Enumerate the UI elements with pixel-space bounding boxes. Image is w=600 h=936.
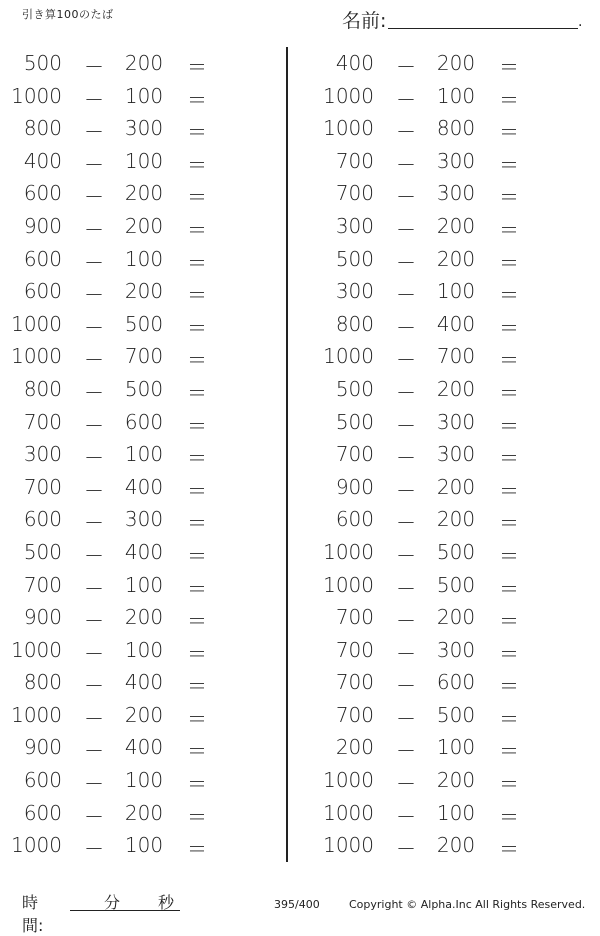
equals-sign: ＝ <box>187 478 207 503</box>
subtrahend: 200 <box>436 768 476 793</box>
subtrahend: 200 <box>436 833 476 858</box>
subtrahend: 200 <box>436 51 476 75</box>
minus-sign: － <box>84 380 104 405</box>
name-suffix: . <box>578 14 583 30</box>
minus-sign: － <box>84 348 104 373</box>
minuend: 600 <box>23 279 62 304</box>
minuend: 1000 <box>11 311 62 336</box>
minus-sign: － <box>396 348 416 373</box>
time-label: 時間: <box>22 893 44 935</box>
minuend: 1000 <box>11 702 62 727</box>
subtrahend: 100 <box>124 83 164 108</box>
name-label: 名前: <box>342 10 387 32</box>
equals-sign: ＝ <box>187 837 207 862</box>
equals-sign: ＝ <box>187 413 207 438</box>
subtrahend: 300 <box>436 637 476 662</box>
minuend: 700 <box>23 409 62 434</box>
minuend: 300 <box>23 442 62 467</box>
equals-sign: ＝ <box>499 511 519 536</box>
minuend: 800 <box>23 116 62 141</box>
minus-sign: － <box>84 772 104 797</box>
subtrahend: 200 <box>124 181 164 206</box>
equals-sign: ＝ <box>187 511 207 536</box>
minus-sign: － <box>396 511 416 536</box>
minuend: 1000 <box>323 116 374 141</box>
minuend: 900 <box>23 213 62 238</box>
equals-sign: ＝ <box>187 772 207 797</box>
column-divider <box>286 47 288 862</box>
subtrahend: 600 <box>436 670 476 695</box>
copyright-notice: Copyright © Alpha.Inc All Rights Reserved. <box>349 898 586 911</box>
minuend: 900 <box>23 605 62 630</box>
subtrahend: 800 <box>436 116 476 141</box>
minuend: 900 <box>335 474 374 499</box>
equals-sign: ＝ <box>187 674 207 699</box>
minus-sign: － <box>84 413 104 438</box>
seconds-label: 秒 <box>158 893 175 912</box>
subtrahend: 200 <box>124 605 164 630</box>
minus-sign: － <box>84 804 104 829</box>
minus-sign: － <box>396 446 416 471</box>
equals-sign: ＝ <box>499 152 519 177</box>
subtrahend: 400 <box>124 670 164 695</box>
subtrahend: 100 <box>436 83 476 108</box>
subtrahend: 400 <box>124 735 164 760</box>
minuend: 700 <box>335 181 374 206</box>
equals-sign: ＝ <box>499 837 519 862</box>
minuend: 1000 <box>323 344 374 369</box>
minuend: 1000 <box>323 572 374 597</box>
equals-sign: ＝ <box>499 315 519 340</box>
subtrahend: 200 <box>124 279 164 304</box>
equals-sign: ＝ <box>187 641 207 666</box>
subtrahend: 200 <box>124 213 164 238</box>
minuend: 1000 <box>323 83 374 108</box>
equals-sign: ＝ <box>187 217 207 242</box>
equals-sign: ＝ <box>187 120 207 145</box>
equals-sign: ＝ <box>499 217 519 242</box>
minus-sign: － <box>84 217 104 242</box>
subtrahend: 100 <box>124 637 164 662</box>
equals-sign: ＝ <box>187 185 207 210</box>
subtrahend: 500 <box>436 539 476 564</box>
minuend: 1000 <box>323 768 374 793</box>
subtrahend: 300 <box>124 116 164 141</box>
minuend: 200 <box>335 735 374 760</box>
minus-sign: － <box>396 837 416 862</box>
minuend: 800 <box>23 670 62 695</box>
minuend: 500 <box>335 376 374 401</box>
subtrahend: 100 <box>124 246 164 271</box>
minuend: 500 <box>335 409 374 434</box>
equals-sign: ＝ <box>499 804 519 829</box>
equals-sign: ＝ <box>499 772 519 797</box>
subtrahend: 100 <box>124 768 164 793</box>
equals-sign: ＝ <box>187 804 207 829</box>
minus-sign: － <box>84 55 104 79</box>
minus-sign: － <box>396 739 416 764</box>
equals-sign: ＝ <box>187 380 207 405</box>
subtrahend: 200 <box>124 51 164 75</box>
minus-sign: － <box>396 772 416 797</box>
minuend: 600 <box>23 507 62 532</box>
minuend: 900 <box>23 735 62 760</box>
page-number: 395/400 <box>274 898 320 911</box>
minus-sign: － <box>396 413 416 438</box>
minus-sign: － <box>84 283 104 308</box>
equals-sign: ＝ <box>187 315 207 340</box>
minus-sign: － <box>84 478 104 503</box>
subtrahend: 200 <box>436 213 476 238</box>
equals-sign: ＝ <box>499 283 519 308</box>
equals-sign: ＝ <box>187 152 207 177</box>
minuend: 1000 <box>11 344 62 369</box>
equals-sign: ＝ <box>187 87 207 112</box>
worksheet-title: 引き算100のたば <box>22 8 114 21</box>
equals-sign: ＝ <box>187 576 207 601</box>
subtrahend: 600 <box>124 409 164 434</box>
equals-sign: ＝ <box>499 478 519 503</box>
minuend: 700 <box>335 605 374 630</box>
equals-sign: ＝ <box>499 413 519 438</box>
minuend: 400 <box>23 148 62 173</box>
minuend: 700 <box>335 670 374 695</box>
subtrahend: 500 <box>436 572 476 597</box>
minuend: 400 <box>335 51 374 75</box>
equals-sign: ＝ <box>499 609 519 634</box>
minus-sign: － <box>84 674 104 699</box>
minus-sign: － <box>84 185 104 210</box>
equals-sign: ＝ <box>499 641 519 666</box>
subtrahend: 200 <box>436 507 476 532</box>
subtrahend: 500 <box>436 702 476 727</box>
equals-sign: ＝ <box>499 380 519 405</box>
subtrahend: 500 <box>124 311 164 336</box>
minus-sign: － <box>84 837 104 862</box>
subtrahend: 700 <box>124 344 164 369</box>
minuend: 700 <box>23 474 62 499</box>
minus-sign: － <box>84 641 104 666</box>
minus-sign: － <box>84 576 104 601</box>
minuend: 700 <box>335 148 374 173</box>
minuend: 700 <box>23 572 62 597</box>
equals-sign: ＝ <box>499 576 519 601</box>
minus-sign: － <box>396 609 416 634</box>
subtrahend: 500 <box>124 376 164 401</box>
minutes-label: 分 <box>104 893 121 912</box>
equals-sign: ＝ <box>499 348 519 373</box>
minus-sign: － <box>84 315 104 340</box>
minus-sign: － <box>396 641 416 666</box>
minuend: 600 <box>23 800 62 825</box>
minuend: 300 <box>335 213 374 238</box>
minus-sign: － <box>396 543 416 568</box>
minus-sign: － <box>84 120 104 145</box>
subtrahend: 100 <box>436 735 476 760</box>
minuend: 500 <box>335 246 374 271</box>
minuend: 700 <box>335 637 374 662</box>
equals-sign: ＝ <box>187 283 207 308</box>
minus-sign: － <box>396 217 416 242</box>
minus-sign: － <box>396 55 416 79</box>
minuend: 600 <box>23 768 62 793</box>
subtrahend: 200 <box>124 702 164 727</box>
minuend: 1000 <box>323 539 374 564</box>
equals-sign: ＝ <box>187 609 207 634</box>
subtrahend: 100 <box>124 148 164 173</box>
minus-sign: － <box>84 87 104 112</box>
minus-sign: － <box>84 152 104 177</box>
minus-sign: － <box>396 674 416 699</box>
subtrahend: 100 <box>436 800 476 825</box>
subtrahend: 300 <box>436 442 476 467</box>
minuend: 700 <box>335 442 374 467</box>
minus-sign: － <box>396 706 416 731</box>
minuend: 1000 <box>11 833 62 858</box>
minus-sign: － <box>396 250 416 275</box>
equals-sign: ＝ <box>499 706 519 731</box>
minuend: 600 <box>23 181 62 206</box>
name-field <box>342 6 582 30</box>
minuend: 700 <box>335 702 374 727</box>
subtrahend: 200 <box>124 800 164 825</box>
equals-sign: ＝ <box>187 348 207 373</box>
subtrahend: 300 <box>436 148 476 173</box>
subtrahend: 200 <box>436 376 476 401</box>
minus-sign: － <box>84 739 104 764</box>
equals-sign: ＝ <box>499 739 519 764</box>
minuend: 1000 <box>11 637 62 662</box>
minuend: 1000 <box>323 833 374 858</box>
equals-sign: ＝ <box>187 446 207 471</box>
subtrahend: 300 <box>436 181 476 206</box>
minuend: 600 <box>335 507 374 532</box>
minus-sign: － <box>396 804 416 829</box>
minus-sign: － <box>396 315 416 340</box>
equals-sign: ＝ <box>187 706 207 731</box>
equals-sign: ＝ <box>499 87 519 112</box>
subtrahend: 100 <box>124 572 164 597</box>
minus-sign: － <box>84 250 104 275</box>
minuend: 300 <box>335 279 374 304</box>
minuend: 500 <box>23 539 62 564</box>
subtrahend: 100 <box>124 442 164 467</box>
subtrahend: 400 <box>124 474 164 499</box>
minuend: 1000 <box>11 83 62 108</box>
equals-sign: ＝ <box>187 250 207 275</box>
minus-sign: － <box>84 543 104 568</box>
minus-sign: － <box>396 380 416 405</box>
subtrahend: 300 <box>436 409 476 434</box>
minus-sign: － <box>396 283 416 308</box>
equals-sign: ＝ <box>499 120 519 145</box>
equals-sign: ＝ <box>499 55 519 79</box>
subtrahend: 200 <box>436 246 476 271</box>
name-underline <box>388 28 578 29</box>
minuend: 800 <box>23 376 62 401</box>
minuend: 500 <box>23 51 62 75</box>
equals-sign: ＝ <box>187 739 207 764</box>
equals-sign: ＝ <box>499 185 519 210</box>
minus-sign: － <box>84 609 104 634</box>
subtrahend: 400 <box>124 539 164 564</box>
minus-sign: － <box>396 120 416 145</box>
minus-sign: － <box>84 446 104 471</box>
subtrahend: 200 <box>436 605 476 630</box>
minus-sign: － <box>396 87 416 112</box>
subtrahend: 700 <box>436 344 476 369</box>
minus-sign: － <box>396 152 416 177</box>
minus-sign: － <box>396 478 416 503</box>
minuend: 1000 <box>323 800 374 825</box>
minus-sign: － <box>396 576 416 601</box>
minus-sign: － <box>396 185 416 210</box>
subtrahend: 100 <box>124 833 164 858</box>
equals-sign: ＝ <box>187 543 207 568</box>
subtrahend: 400 <box>436 311 476 336</box>
minus-sign: － <box>84 706 104 731</box>
equals-sign: ＝ <box>499 250 519 275</box>
subtrahend: 100 <box>436 279 476 304</box>
minuend: 600 <box>23 246 62 271</box>
minus-sign: － <box>84 511 104 536</box>
equals-sign: ＝ <box>187 55 207 79</box>
subtrahend: 300 <box>124 507 164 532</box>
equals-sign: ＝ <box>499 674 519 699</box>
equals-sign: ＝ <box>499 543 519 568</box>
subtrahend: 200 <box>436 474 476 499</box>
equals-sign: ＝ <box>499 446 519 471</box>
minuend: 800 <box>335 311 374 336</box>
